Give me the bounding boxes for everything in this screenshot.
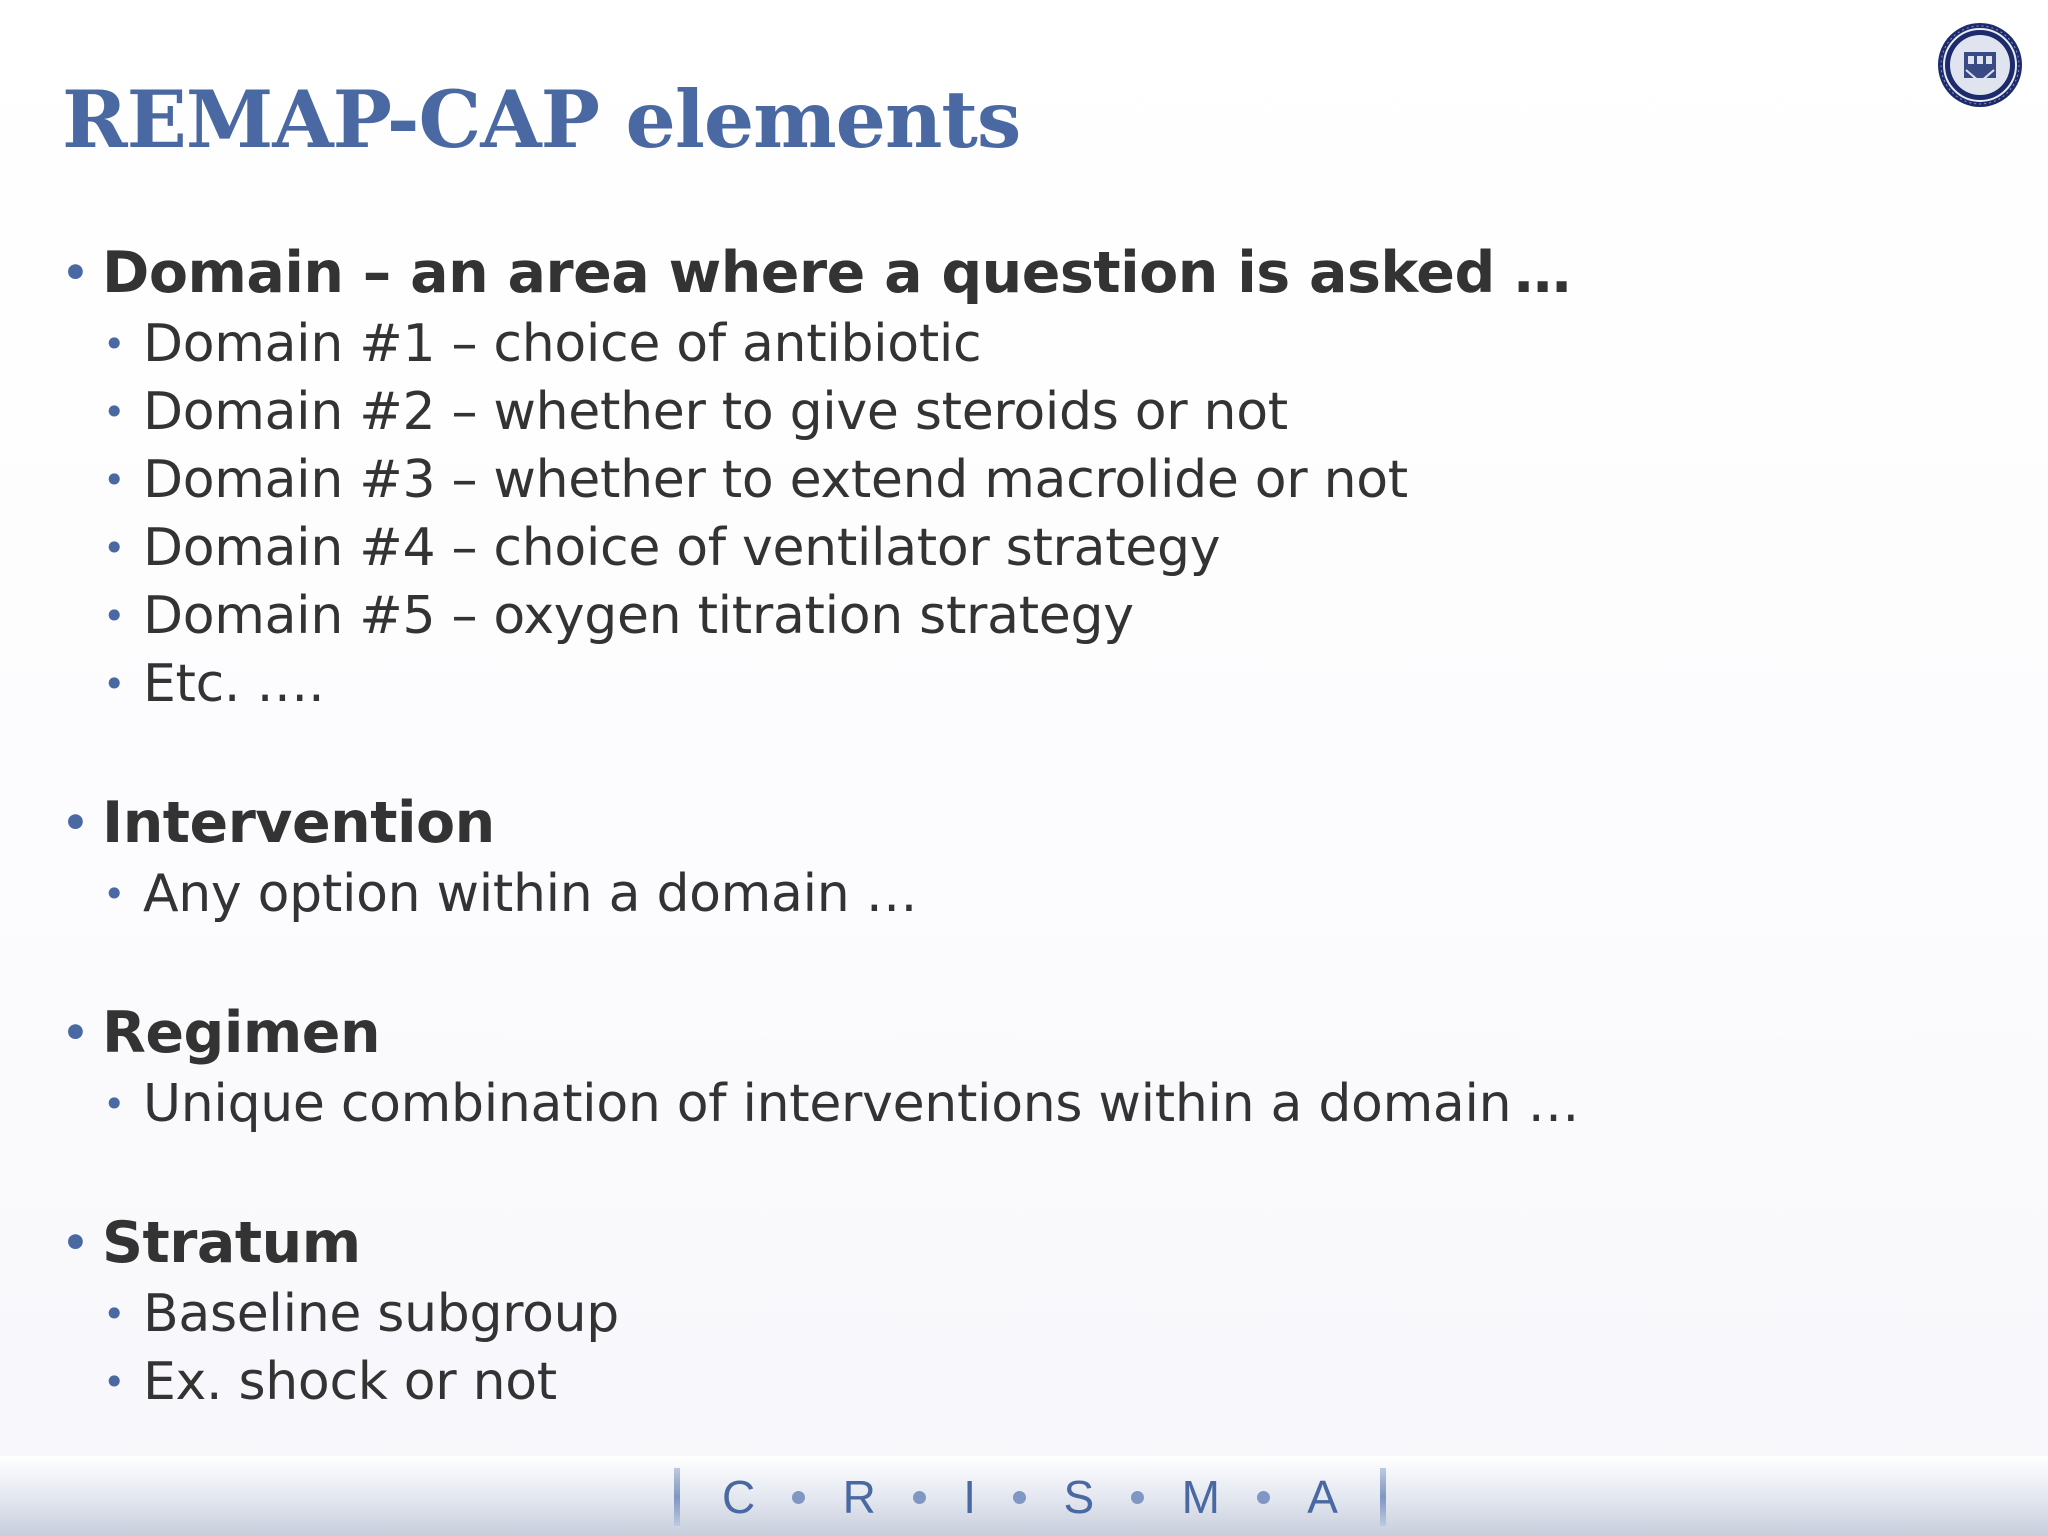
brand-dot (1257, 1491, 1270, 1504)
brand-letter: S (1063, 1471, 1095, 1523)
brand-letter: M (1181, 1471, 1220, 1523)
list-item (62, 582, 1962, 650)
section-domain (62, 236, 1962, 718)
item-text: Etc. …. (143, 654, 325, 714)
brand-dot (792, 1491, 805, 1504)
bullet-icon: • (62, 1218, 89, 1267)
list-item (62, 446, 1962, 514)
heading-text: Stratum (102, 1210, 361, 1276)
item-text: Ex. shock or not (143, 1352, 557, 1412)
bullet-icon: • (103, 390, 126, 434)
item-text: Baseline subgroup (143, 1284, 619, 1344)
list-item (62, 310, 1962, 378)
item-text: Domain #4 – choice of ventilator strategy (143, 518, 1221, 578)
bullet-content (62, 236, 1962, 1484)
brand-letter: A (1307, 1471, 1338, 1523)
item-text: Unique combination of interventions within a domain … (143, 1074, 1580, 1134)
bullet-icon: • (103, 526, 126, 570)
bullet-icon: • (103, 1082, 126, 1126)
crisma-brand-logo (674, 1468, 1386, 1526)
bullet-icon: • (103, 1360, 126, 1404)
footer-band (0, 1456, 2048, 1536)
section-heading (62, 786, 1962, 860)
item-text: Domain #1 – choice of antibiotic (143, 314, 982, 374)
item-text: Domain #2 – whether to give steroids or not (143, 382, 1288, 442)
brand-letter: C (722, 1471, 756, 1523)
slide-title: REMAP-CAP elements (62, 73, 1021, 166)
bullet-icon: • (103, 662, 126, 706)
list-item (62, 650, 1962, 718)
heading-text: Intervention (102, 790, 495, 856)
item-text: Domain #3 – whether to extend macrolide or not (143, 450, 1408, 510)
section-heading (62, 996, 1962, 1070)
brand-letter-row (722, 1468, 1338, 1526)
section-stratum (62, 1206, 1962, 1416)
section-heading (62, 1206, 1962, 1280)
bullet-icon: • (62, 1008, 89, 1057)
section-intervention (62, 786, 1962, 928)
bullet-icon: • (62, 248, 89, 297)
brand-left-bar (674, 1468, 680, 1526)
bullet-icon: • (103, 1292, 126, 1336)
list-item (62, 1280, 1962, 1348)
list-item (62, 1070, 1962, 1138)
brand-dot (1013, 1491, 1026, 1504)
heading-text: Domain – an area where a question is asked … (102, 240, 1571, 306)
bullet-icon: • (62, 798, 89, 847)
list-item (62, 860, 1962, 928)
section-regimen (62, 996, 1962, 1138)
bullet-icon: • (103, 594, 126, 638)
list-item (62, 378, 1962, 446)
bullet-icon: • (103, 872, 126, 916)
item-text: Domain #5 – oxygen titration strategy (143, 586, 1134, 646)
brand-letter: I (963, 1471, 977, 1523)
bullet-icon: • (103, 322, 126, 366)
list-item (62, 514, 1962, 582)
list-item (62, 1348, 1962, 1416)
heading-text: Regimen (102, 1000, 381, 1066)
brand-letter: R (842, 1471, 876, 1523)
brand-dot (913, 1491, 926, 1504)
university-seal-icon (1937, 22, 2023, 108)
item-text: Any option within a domain … (143, 864, 918, 924)
brand-dot (1131, 1491, 1144, 1504)
brand-right-bar (1380, 1468, 1386, 1526)
section-heading (62, 236, 1962, 310)
bullet-icon: • (103, 458, 126, 502)
